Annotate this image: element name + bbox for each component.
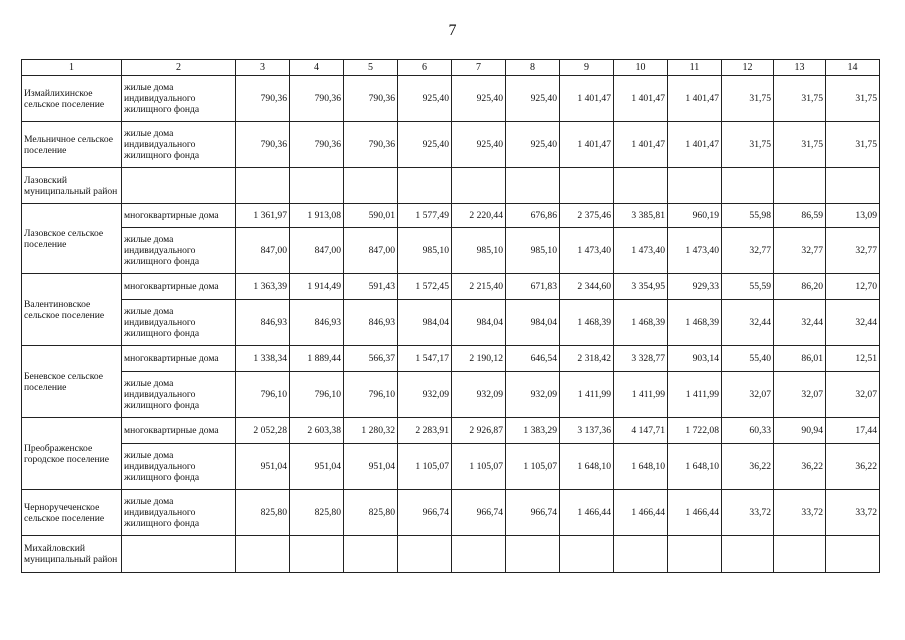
value-cell: 847,00 <box>236 228 290 274</box>
value-cell: 925,40 <box>398 76 452 122</box>
value-cell: 790,36 <box>236 76 290 122</box>
value-cell: 1 105,07 <box>506 444 560 490</box>
empty-cell <box>290 168 344 204</box>
value-cell: 55,59 <box>722 274 774 300</box>
empty-cell <box>506 536 560 573</box>
value-cell: 847,00 <box>344 228 398 274</box>
empty-cell <box>668 536 722 573</box>
empty-cell <box>722 168 774 204</box>
housing-type: многоквартирные дома <box>122 274 236 300</box>
value-cell: 825,80 <box>344 490 398 536</box>
value-cell: 1 401,47 <box>614 76 668 122</box>
value-cell: 825,80 <box>236 490 290 536</box>
value-cell: 36,22 <box>722 444 774 490</box>
value-cell: 1 401,47 <box>668 76 722 122</box>
value-cell: 36,22 <box>826 444 880 490</box>
table-row <box>22 372 880 418</box>
value-cell: 32,07 <box>774 372 826 418</box>
settlement-name: Измайлихинское сельское поселение <box>22 76 122 122</box>
value-cell: 984,04 <box>452 300 506 346</box>
value-cell: 2 344,60 <box>560 274 614 300</box>
value-cell: 17,44 <box>826 418 880 444</box>
empty-cell <box>290 536 344 573</box>
value-cell: 966,74 <box>506 490 560 536</box>
value-cell: 1 473,40 <box>614 228 668 274</box>
value-cell: 1 411,99 <box>668 372 722 418</box>
value-cell: 929,33 <box>668 274 722 300</box>
table-row <box>22 300 880 346</box>
value-cell: 32,44 <box>774 300 826 346</box>
column-header: 2 <box>122 60 236 76</box>
table-body <box>22 60 880 573</box>
housing-type: многоквартирные дома <box>122 204 236 228</box>
value-cell: 60,33 <box>722 418 774 444</box>
value-cell: 984,04 <box>398 300 452 346</box>
value-cell: 1 361,97 <box>236 204 290 228</box>
value-cell: 32,07 <box>722 372 774 418</box>
value-cell: 1 577,49 <box>398 204 452 228</box>
value-cell: 2 318,42 <box>560 346 614 372</box>
table-row <box>22 228 880 274</box>
value-cell: 796,10 <box>344 372 398 418</box>
empty-cell <box>344 168 398 204</box>
empty-cell <box>236 168 290 204</box>
table-row <box>22 76 880 122</box>
housing-type: жилые дома индивидуального жилищного фонда <box>122 122 236 168</box>
column-header: 12 <box>722 60 774 76</box>
value-cell: 33,72 <box>826 490 880 536</box>
value-cell: 966,74 <box>452 490 506 536</box>
value-cell: 985,10 <box>506 228 560 274</box>
value-cell: 1 466,44 <box>560 490 614 536</box>
value-cell: 4 147,71 <box>614 418 668 444</box>
value-cell: 32,77 <box>826 228 880 274</box>
value-cell: 36,22 <box>774 444 826 490</box>
value-cell: 925,40 <box>506 122 560 168</box>
column-header: 7 <box>452 60 506 76</box>
table-row <box>22 204 880 228</box>
value-cell: 846,93 <box>344 300 398 346</box>
value-cell: 1 473,40 <box>560 228 614 274</box>
value-cell: 32,44 <box>722 300 774 346</box>
district-name: Михайловский муниципальный район <box>22 536 122 573</box>
value-cell: 3 385,81 <box>614 204 668 228</box>
value-cell: 1 401,47 <box>560 122 614 168</box>
value-cell: 790,36 <box>236 122 290 168</box>
value-cell: 1 363,39 <box>236 274 290 300</box>
housing-type: жилые дома индивидуального жилищного фонда <box>122 228 236 274</box>
value-cell: 1 468,39 <box>560 300 614 346</box>
value-cell: 12,70 <box>826 274 880 300</box>
table-row <box>22 346 880 372</box>
value-cell: 566,37 <box>344 346 398 372</box>
column-header: 6 <box>398 60 452 76</box>
value-cell: 1 411,99 <box>560 372 614 418</box>
empty-cell <box>774 168 826 204</box>
value-cell: 846,93 <box>236 300 290 346</box>
housing-type: жилые дома индивидуального жилищного фонда <box>122 300 236 346</box>
value-cell: 1 648,10 <box>668 444 722 490</box>
empty-cell <box>236 536 290 573</box>
value-cell: 951,04 <box>344 444 398 490</box>
empty-cell <box>122 168 236 204</box>
value-cell: 932,09 <box>506 372 560 418</box>
value-cell: 960,19 <box>668 204 722 228</box>
value-cell: 3 354,95 <box>614 274 668 300</box>
table-row <box>22 490 880 536</box>
column-header: 5 <box>344 60 398 76</box>
empty-cell <box>560 536 614 573</box>
housing-type: жилые дома индивидуального жилищного фонда <box>122 444 236 490</box>
value-cell: 903,14 <box>668 346 722 372</box>
column-header: 14 <box>826 60 880 76</box>
value-cell: 90,94 <box>774 418 826 444</box>
value-cell: 2 926,87 <box>452 418 506 444</box>
value-cell: 1 401,47 <box>668 122 722 168</box>
value-cell: 1 914,49 <box>290 274 344 300</box>
value-cell: 2 215,40 <box>452 274 506 300</box>
value-cell: 1 889,44 <box>290 346 344 372</box>
housing-type: жилые дома индивидуального жилищного фонда <box>122 490 236 536</box>
empty-cell <box>506 168 560 204</box>
value-cell: 1 401,47 <box>614 122 668 168</box>
empty-cell <box>614 168 668 204</box>
empty-cell <box>452 536 506 573</box>
housing-type: многоквартирные дома <box>122 418 236 444</box>
empty-cell <box>722 536 774 573</box>
value-cell: 790,36 <box>290 76 344 122</box>
value-cell: 3 328,77 <box>614 346 668 372</box>
value-cell: 825,80 <box>290 490 344 536</box>
value-cell: 646,54 <box>506 346 560 372</box>
value-cell: 33,72 <box>774 490 826 536</box>
value-cell: 932,09 <box>452 372 506 418</box>
value-cell: 932,09 <box>398 372 452 418</box>
value-cell: 966,74 <box>398 490 452 536</box>
value-cell: 984,04 <box>506 300 560 346</box>
housing-type: многоквартирные дома <box>122 346 236 372</box>
value-cell: 55,40 <box>722 346 774 372</box>
value-cell: 31,75 <box>774 122 826 168</box>
value-cell: 86,59 <box>774 204 826 228</box>
value-cell: 1 466,44 <box>668 490 722 536</box>
column-header: 9 <box>560 60 614 76</box>
value-cell: 591,43 <box>344 274 398 300</box>
value-cell: 1 383,29 <box>506 418 560 444</box>
column-header: 3 <box>236 60 290 76</box>
value-cell: 31,75 <box>722 76 774 122</box>
value-cell: 925,40 <box>452 122 506 168</box>
empty-cell <box>560 168 614 204</box>
settlement-name: Лазовское сельское поселение <box>22 204 122 274</box>
empty-cell <box>398 168 452 204</box>
settlement-name: Беневское сельское поселение <box>22 346 122 418</box>
value-cell: 1 466,44 <box>614 490 668 536</box>
value-cell: 790,36 <box>344 76 398 122</box>
value-cell: 1 473,40 <box>668 228 722 274</box>
settlement-name: Черноручеченское сельское поселение <box>22 490 122 536</box>
value-cell: 55,98 <box>722 204 774 228</box>
table-row <box>22 274 880 300</box>
value-cell: 951,04 <box>290 444 344 490</box>
value-cell: 32,77 <box>774 228 826 274</box>
column-header: 10 <box>614 60 668 76</box>
value-cell: 1 547,17 <box>398 346 452 372</box>
value-cell: 2 603,38 <box>290 418 344 444</box>
value-cell: 31,75 <box>826 76 880 122</box>
value-cell: 590,01 <box>344 204 398 228</box>
value-cell: 847,00 <box>290 228 344 274</box>
value-cell: 2 283,91 <box>398 418 452 444</box>
tariff-table <box>21 59 880 573</box>
value-cell: 796,10 <box>290 372 344 418</box>
value-cell: 1 411,99 <box>614 372 668 418</box>
value-cell: 13,09 <box>826 204 880 228</box>
value-cell: 1 913,08 <box>290 204 344 228</box>
value-cell: 1 648,10 <box>560 444 614 490</box>
value-cell: 3 137,36 <box>560 418 614 444</box>
value-cell: 790,36 <box>290 122 344 168</box>
value-cell: 2 052,28 <box>236 418 290 444</box>
settlement-name: Валентиновское сельское поселение <box>22 274 122 346</box>
value-cell: 846,93 <box>290 300 344 346</box>
value-cell: 1 468,39 <box>614 300 668 346</box>
value-cell: 1 648,10 <box>614 444 668 490</box>
value-cell: 31,75 <box>774 76 826 122</box>
empty-cell <box>398 536 452 573</box>
table-row <box>22 122 880 168</box>
settlement-name: Мельничное сельское поселение <box>22 122 122 168</box>
empty-cell <box>614 536 668 573</box>
value-cell: 1 338,34 <box>236 346 290 372</box>
table-row <box>22 418 880 444</box>
value-cell: 2 220,44 <box>452 204 506 228</box>
value-cell: 2 190,12 <box>452 346 506 372</box>
value-cell: 925,40 <box>506 76 560 122</box>
value-cell: 925,40 <box>452 76 506 122</box>
value-cell: 1 468,39 <box>668 300 722 346</box>
value-cell: 951,04 <box>236 444 290 490</box>
empty-cell <box>344 536 398 573</box>
value-cell: 33,72 <box>722 490 774 536</box>
value-cell: 985,10 <box>398 228 452 274</box>
empty-cell <box>826 168 880 204</box>
value-cell: 1 401,47 <box>560 76 614 122</box>
housing-type: жилые дома индивидуального жилищного фонда <box>122 372 236 418</box>
value-cell: 1 280,32 <box>344 418 398 444</box>
value-cell: 32,44 <box>826 300 880 346</box>
district-row <box>22 536 880 573</box>
value-cell: 1 105,07 <box>398 444 452 490</box>
housing-type: жилые дома индивидуального жилищного фонда <box>122 76 236 122</box>
empty-cell <box>122 536 236 573</box>
district-row <box>22 168 880 204</box>
value-cell: 31,75 <box>826 122 880 168</box>
value-cell: 925,40 <box>398 122 452 168</box>
district-name: Лазовский муниципальный район <box>22 168 122 204</box>
value-cell: 671,83 <box>506 274 560 300</box>
value-cell: 790,36 <box>344 122 398 168</box>
table-row <box>22 444 880 490</box>
empty-cell <box>774 536 826 573</box>
column-header: 4 <box>290 60 344 76</box>
value-cell: 676,86 <box>506 204 560 228</box>
value-cell: 796,10 <box>236 372 290 418</box>
value-cell: 86,20 <box>774 274 826 300</box>
value-cell: 1 105,07 <box>452 444 506 490</box>
value-cell: 2 375,46 <box>560 204 614 228</box>
value-cell: 1 572,45 <box>398 274 452 300</box>
value-cell: 985,10 <box>452 228 506 274</box>
value-cell: 32,77 <box>722 228 774 274</box>
value-cell: 12,51 <box>826 346 880 372</box>
column-header: 11 <box>668 60 722 76</box>
column-header: 13 <box>774 60 826 76</box>
column-header: 8 <box>506 60 560 76</box>
settlement-name: Преображенское городское поселение <box>22 418 122 490</box>
empty-cell <box>826 536 880 573</box>
column-header: 1 <box>22 60 122 76</box>
value-cell: 31,75 <box>722 122 774 168</box>
page-number: 7 <box>448 22 457 39</box>
value-cell: 32,07 <box>826 372 880 418</box>
header-row <box>22 60 880 76</box>
value-cell: 1 722,08 <box>668 418 722 444</box>
empty-cell <box>668 168 722 204</box>
empty-cell <box>452 168 506 204</box>
value-cell: 86,01 <box>774 346 826 372</box>
